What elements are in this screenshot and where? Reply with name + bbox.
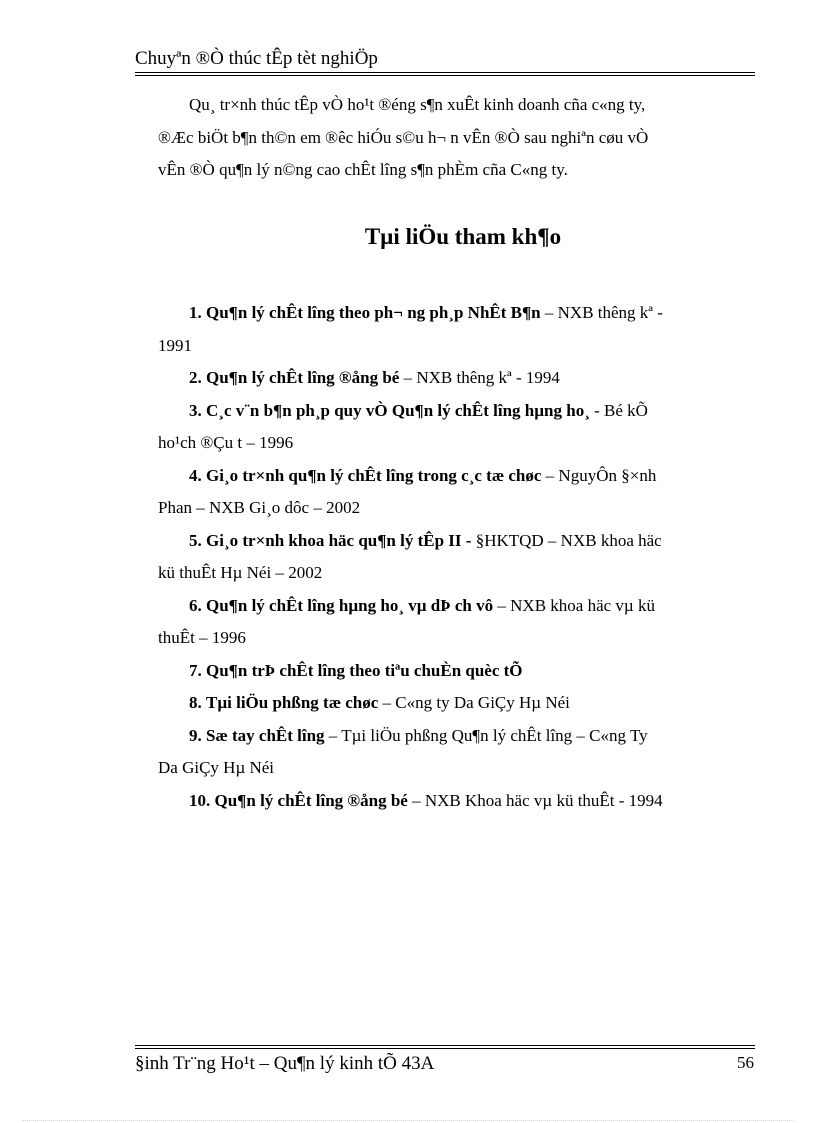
reference-publisher: §HKTQD – NXB khoa häc [471, 530, 662, 550]
reference-first-line [158, 785, 739, 818]
reference-title: Gi¸o tr×nh qu¶n lý chÊt lîng trong c¸c tæ chøc [206, 465, 542, 485]
reference-continuation-line: Phan – NXB Gi¸o dôc – 2002 [158, 498, 361, 517]
reference-number: 3. [189, 400, 202, 420]
reference-title: Gi¸o tr×nh khoa häc qu¶n lý tÊp II - [206, 530, 472, 550]
reference-continuation-line: 1991 [158, 335, 192, 355]
reference-title: C¸c v¨n b¶n ph¸p quy vÒ Qu¶n lý chÊt lîng hµng ho¸ [206, 400, 590, 420]
reference-item [158, 525, 739, 590]
reference-publisher: – Tµi liÖu phßng Qu¶n lý chÊt lîng – C«ng Ty [324, 725, 648, 745]
reference-number: 5. [189, 530, 202, 550]
reference-item [158, 590, 739, 655]
reference-item [158, 395, 739, 460]
reference-first-line [158, 395, 739, 428]
reference-item [158, 785, 739, 818]
reference-title: Sæ tay chÊt lîng [206, 725, 325, 745]
reference-title: Qu¶n lý chÊt lîng hµng ho¸ vµ dÞ ch vô [206, 595, 494, 615]
reference-item [158, 460, 739, 525]
reference-item [158, 655, 739, 688]
header-rule-bottom [135, 75, 755, 76]
reference-number: 8. [189, 693, 202, 712]
reference-publisher: – NXB khoa häc vµ kü [493, 595, 655, 615]
reference-item [158, 362, 739, 395]
page-bottom-border [22, 1120, 794, 1121]
reference-first-line [158, 655, 739, 688]
references-list [158, 297, 739, 817]
reference-number: 9. [189, 725, 202, 745]
reference-item [158, 720, 739, 785]
reference-number: 10. [189, 790, 211, 810]
reference-number: 2. [189, 368, 202, 387]
reference-publisher: – NXB thêng kª - [540, 303, 663, 322]
intro-line-3: vÊn ®Ò qu¶n lý n©ng cao chÊt lîng s¶n phÈm cña C«ng ty. [158, 160, 568, 179]
reference-first-line [158, 720, 739, 753]
reference-continuation-line: ho¹ch ®Çu t – 1996 [158, 433, 294, 452]
header-rule-top [135, 72, 755, 73]
page-number: 56 [737, 1053, 754, 1072]
reference-number: 1. [189, 303, 202, 322]
reference-first-line [158, 687, 739, 720]
reference-first-line [158, 460, 739, 493]
reference-continuation-line: thuÊt – 1996 [158, 628, 246, 647]
reference-first-line [158, 525, 739, 558]
reference-title: Qu¶n trÞ chÊt lîng theo tiªu chuÈn quèc tÕ [206, 660, 523, 680]
footer-rule-bottom [135, 1048, 755, 1049]
intro-line-2: ®Æc biÖt b¶n th©n em ®êc hiÓu s©u h¬ n vÊn ®Ò sau nghiªn cøu vÒ [158, 127, 649, 147]
reference-continuation-line: Da GiÇy Hµ Néi [158, 758, 275, 777]
references-heading: Tµi liÖu tham kh¶o [364, 224, 562, 249]
page-header-title: Chuyªn ®Ò thúc tÊp tèt nghiÖp [135, 48, 378, 69]
footer-author-course: §inh Tr¨ng Ho¹t – Qu¶n lý kinh tÕ 43A [135, 1053, 435, 1074]
reference-publisher: – NguyÔn §×nh [541, 465, 657, 485]
reference-item [158, 687, 739, 720]
reference-publisher: – NXB Khoa häc vµ kü thuÊt - 1994 [407, 790, 663, 810]
reference-number: 4. [189, 465, 202, 485]
reference-continuation-line: kü thuÊt Hµ Néi – 2002 [158, 563, 323, 582]
intro-paragraph [158, 89, 739, 187]
reference-publisher: - Bé kÕ [589, 400, 648, 420]
intro-line-1: Qu¸ tr×nh thúc tÊp vÒ ho¹t ®éng s¶n xuÊt kinh doanh cña c«ng ty, [189, 95, 646, 114]
reference-number: 7. [189, 660, 202, 680]
footer-rule-top [135, 1045, 755, 1046]
reference-publisher: – C«ng ty Da GiÇy Hµ Néi [378, 693, 570, 712]
reference-title: Tµi liÖu phßng tæ chøc [206, 693, 379, 712]
reference-title: Qu¶n lý chÊt lîng theo ph¬ ng ph¸p NhÊt B¶n [206, 303, 541, 322]
reference-publisher: – NXB thêng kª - 1994 [399, 368, 560, 387]
reference-title: Qu¶n lý chÊt lîng ®ång bé [214, 790, 408, 810]
reference-item [158, 297, 739, 362]
reference-title: Qu¶n lý chÊt lîng ®ång bé [206, 368, 400, 387]
reference-first-line [158, 590, 739, 623]
reference-first-line [158, 362, 739, 395]
reference-first-line [158, 297, 739, 330]
reference-number: 6. [189, 595, 202, 615]
